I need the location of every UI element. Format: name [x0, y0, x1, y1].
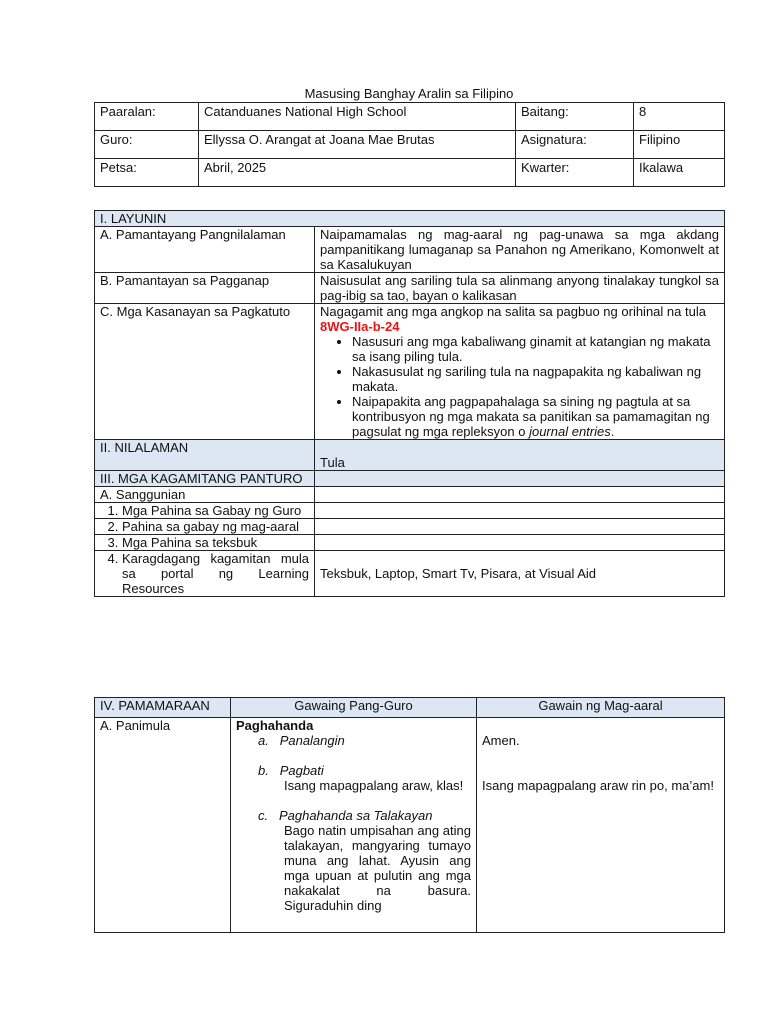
reference-row: [95, 519, 725, 535]
header-row-guro: [95, 131, 725, 159]
pamantayan-pagganap-value: Naisusulat ang sariling tula sa alinmang anyong tinalakay tungkol sa pag-ibig sa tao, bayan o kalikasan: [315, 273, 725, 304]
kasanayan-label: C. Mga Kasanayan sa Pagkatuto: [95, 304, 315, 440]
paaralan-label: Paaralan:: [95, 103, 199, 131]
kasanayan-value: Nagagamit ang mga angkop na salita sa pagbuo ng orihinal na tula: [320, 304, 706, 319]
competency-code: 8WG-IIa-b-24: [320, 319, 400, 334]
reference-list: [100, 503, 309, 518]
paaralan-value: Catanduanes National High School: [199, 103, 516, 131]
nilalaman-row: [95, 440, 725, 471]
procedure-header-row: [95, 698, 725, 718]
procedure-table: [94, 697, 725, 933]
talakayan-title: Paghahanda sa Talakayan: [278, 808, 433, 823]
header-row-petsa: [95, 159, 725, 187]
reference-cell: [95, 535, 315, 551]
reference-row: [95, 551, 725, 597]
page-title: Masusing Banghay Aralin sa Filipino: [304, 86, 514, 101]
guro-label: Guro:: [95, 131, 199, 159]
layunin-section-label: I. LAYUNIN: [95, 211, 725, 227]
guro-value: Ellyssa O. Arangat at Joana Mae Brutas: [199, 131, 516, 159]
student-activity-cell: [477, 718, 725, 933]
additional-materials-value: Teksbuk, Laptop, Smart Tv, Pisara, at Visual Aid: [315, 551, 725, 597]
kagamitan-section-label: III. MGA KAGAMITANG PANTURO: [95, 471, 315, 487]
petsa-label: Petsa:: [95, 159, 199, 187]
objectives-list: [320, 334, 719, 439]
reference-cell: [95, 519, 315, 535]
reference-row: [95, 535, 725, 551]
reference-item: 3. Mga Pahina sa teksbuk: [122, 535, 309, 550]
pagbati-title: Pagbati: [279, 763, 324, 778]
item-letter: b.: [258, 763, 269, 778]
procedure-col-teacher: Gawaing Pang-Guro: [231, 698, 477, 718]
objectives-table: [94, 210, 725, 597]
student-response-greeting: Isang mapagpalang araw rin po, ma’am!: [482, 778, 714, 793]
panalangin-title: Panalangin: [279, 733, 345, 748]
header-row-paaralan: [95, 103, 725, 131]
objective-period: .: [610, 424, 615, 439]
baitang-value: 8: [634, 103, 725, 131]
student-response-amen: Amen.: [482, 733, 520, 748]
reference-list: [100, 535, 309, 550]
panimula-row: [95, 718, 725, 933]
kasanayan-cell: [315, 304, 725, 440]
header-table: [94, 102, 725, 187]
pagbati-body: Isang mapagpalang araw, klas!: [284, 778, 464, 793]
baitang-label: Baitang:: [516, 103, 634, 131]
reference-blank: [315, 503, 725, 519]
reference-list: [100, 551, 309, 596]
pagbati-item: [236, 763, 471, 778]
pamantayang-pangnilalaman-row: [95, 227, 725, 273]
objective-text: Naipapakita ang pagpapahalaga sa sining ng pagtula at sa kontribusyon ng mga makata sa panitikan sa pamamagitan ng pagsulat ng mga repleksyon o: [352, 394, 710, 439]
panalangin-item: [236, 733, 471, 748]
kwarter-value: Ikalawa: [634, 159, 725, 187]
petsa-value: Abril, 2025: [199, 159, 516, 187]
item-letter: c.: [258, 808, 269, 823]
procedure-col-student: Gawain ng Mag-aaral: [477, 698, 725, 718]
reference-cell: [95, 551, 315, 597]
kwarter-label: Kwarter:: [516, 159, 634, 187]
sanggunian-blank: [315, 487, 725, 503]
talakayan-body: Bago natin umpisahan ang ating talakayan, mangyaring tumayo muna ang lahat. Ayusin ang mga upuan at pulutin ang mga nakakalat na basura. Siguraduhin ding: [284, 823, 471, 913]
pamantayan-pagganap-row: [95, 273, 725, 304]
kasanayan-row: [95, 304, 725, 440]
panimula-label: A. Panimula: [95, 718, 231, 933]
nilalaman-section-label: II. NILALAMAN: [95, 440, 315, 471]
reference-item: 2. Pahina sa gabay ng mag-aaral: [122, 519, 309, 534]
reference-blank: [315, 535, 725, 551]
asignatura-value: Filipino: [634, 131, 725, 159]
asignatura-label: Asignatura:: [516, 131, 634, 159]
reference-cell: [95, 503, 315, 519]
kagamitan-header-row: [95, 471, 725, 487]
sanggunian-row: [95, 487, 725, 503]
paghahanda-heading: Paghahanda: [236, 718, 314, 733]
procedure-col-pamamaraan: IV. PAMAMARAAN: [95, 698, 231, 718]
reference-row: [95, 503, 725, 519]
objective-italic-text: journal entries: [529, 424, 611, 439]
reference-item: 1. Mga Pahina sa Gabay ng Guro: [122, 503, 309, 518]
objective-item: • Nakasusulat ng sariling tula na nagpapakita ng kabaliwan ng makata.: [352, 364, 719, 394]
talakayan-item: [236, 808, 471, 823]
objective-item: • Nasusuri ang mga kabaliwang ginamit at katangian ng makata sa isang piling tula.: [352, 334, 719, 364]
pamantayang-pangnilalaman-value: Naipamamalas ng mag-aaral ng pag-unawa sa mga akdang pampanitikang lumaganap sa Panahon ng Amerikano, Komonwelt at sa Kasalukuyan: [315, 227, 725, 273]
reference-list: [100, 519, 309, 534]
sanggunian-label: A. Sanggunian: [95, 487, 315, 503]
pamantayan-pagganap-label: B. Pamantayan sa Pagganap: [95, 273, 315, 304]
reference-blank: [315, 519, 725, 535]
item-letter: a.: [258, 733, 269, 748]
teacher-activity-cell: [231, 718, 477, 933]
layunin-header-row: [95, 211, 725, 227]
kagamitan-header-blank: [315, 471, 725, 487]
nilalaman-value: Tula: [315, 440, 725, 471]
pamantayang-pangnilalaman-label: A. Pamantayang Pangnilalaman: [95, 227, 315, 273]
reference-item: 4. Karagdagang kagamitan mula sa portal ng Learning Resources: [122, 551, 309, 596]
objective-item: [352, 394, 719, 439]
